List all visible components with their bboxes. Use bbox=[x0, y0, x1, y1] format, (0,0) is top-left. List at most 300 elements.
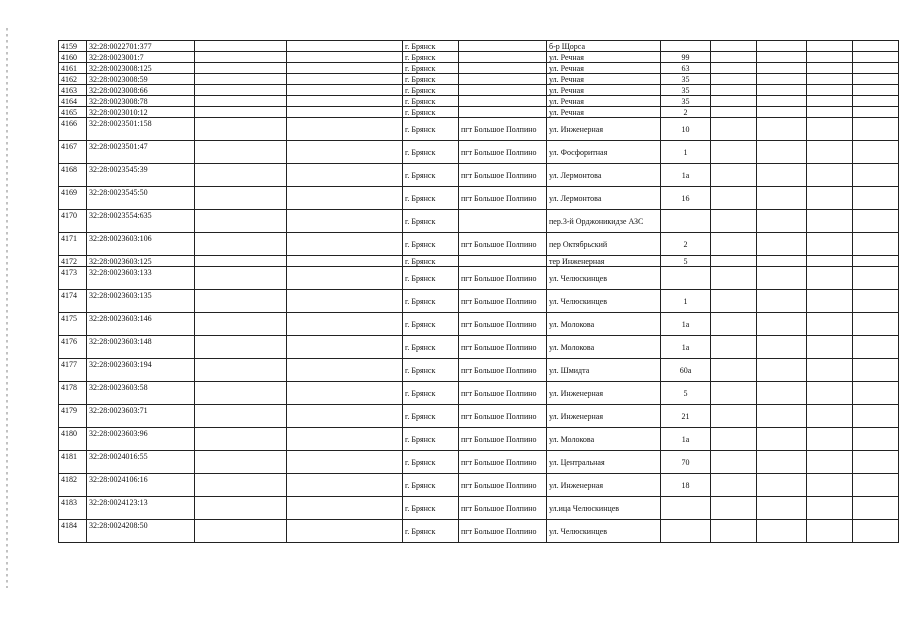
cell-cadastral-number: 32:28:0023008:125 bbox=[87, 63, 195, 74]
cell-settlement: пгт Большое Полпино bbox=[459, 233, 547, 256]
cell-settlement: пгт Большое Полпино bbox=[459, 520, 547, 543]
cell-house-number: 18 bbox=[661, 474, 711, 497]
cell-col-12 bbox=[853, 405, 899, 428]
cell-col-4 bbox=[287, 85, 403, 96]
cell-col-4 bbox=[287, 359, 403, 382]
cell-col-12 bbox=[853, 359, 899, 382]
cell-cadastral-number: 32:28:0024106:16 bbox=[87, 474, 195, 497]
cell-col-4 bbox=[287, 52, 403, 63]
cell-street: ул. Инженерная bbox=[547, 382, 661, 405]
cell-street: ул. Центральная bbox=[547, 451, 661, 474]
cell-col-12 bbox=[853, 187, 899, 210]
cell-city: г. Брянск bbox=[403, 405, 459, 428]
cell-settlement: пгт Большое Полпино bbox=[459, 290, 547, 313]
cell-city: г. Брянск bbox=[403, 382, 459, 405]
cell-col-11 bbox=[807, 336, 853, 359]
cell-row-number: 4179 bbox=[59, 405, 87, 428]
cell-col-12 bbox=[853, 382, 899, 405]
cell-street: ул. Речная bbox=[547, 74, 661, 85]
cell-row-number: 4178 bbox=[59, 382, 87, 405]
cell-col-4 bbox=[287, 428, 403, 451]
cell-col-3 bbox=[195, 497, 287, 520]
cell-settlement bbox=[459, 52, 547, 63]
cell-house-number: 5 bbox=[661, 256, 711, 267]
cell-row-number: 4181 bbox=[59, 451, 87, 474]
cell-col-11 bbox=[807, 451, 853, 474]
cell-col-9 bbox=[711, 256, 757, 267]
cell-col-11 bbox=[807, 118, 853, 141]
cell-settlement: пгт Большое Полпино bbox=[459, 474, 547, 497]
cell-city: г. Брянск bbox=[403, 74, 459, 85]
cell-settlement: пгт Большое Полпино bbox=[459, 497, 547, 520]
cell-cadastral-number: 32:28:0023008:59 bbox=[87, 74, 195, 85]
cell-col-4 bbox=[287, 187, 403, 210]
cell-col-11 bbox=[807, 405, 853, 428]
cell-col-10 bbox=[757, 210, 807, 233]
cell-house-number: 35 bbox=[661, 85, 711, 96]
cell-street: ул. Молокова bbox=[547, 313, 661, 336]
cell-col-9 bbox=[711, 428, 757, 451]
cell-col-4 bbox=[287, 41, 403, 52]
cell-cadastral-number: 32:28:0023603:146 bbox=[87, 313, 195, 336]
cell-row-number: 4160 bbox=[59, 52, 87, 63]
table-row bbox=[59, 52, 899, 63]
cell-city: г. Брянск bbox=[403, 428, 459, 451]
cell-col-3 bbox=[195, 451, 287, 474]
cell-city: г. Брянск bbox=[403, 313, 459, 336]
cell-city: г. Брянск bbox=[403, 451, 459, 474]
cell-col-9 bbox=[711, 382, 757, 405]
cell-settlement bbox=[459, 96, 547, 107]
cell-col-9 bbox=[711, 118, 757, 141]
cell-row-number: 4170 bbox=[59, 210, 87, 233]
cell-col-9 bbox=[711, 520, 757, 543]
cell-house-number bbox=[661, 41, 711, 52]
cell-col-12 bbox=[853, 233, 899, 256]
cell-street: пер Октябрьский bbox=[547, 233, 661, 256]
cell-col-4 bbox=[287, 74, 403, 85]
cell-col-3 bbox=[195, 382, 287, 405]
cell-col-10 bbox=[757, 52, 807, 63]
cell-col-12 bbox=[853, 74, 899, 85]
cell-col-4 bbox=[287, 96, 403, 107]
cell-settlement: пгт Большое Полпино bbox=[459, 336, 547, 359]
cell-house-number: 2 bbox=[661, 107, 711, 118]
cell-house-number: 10 bbox=[661, 118, 711, 141]
cell-house-number bbox=[661, 520, 711, 543]
table-row bbox=[59, 290, 899, 313]
cell-col-4 bbox=[287, 164, 403, 187]
binding-edge-marks bbox=[6, 28, 8, 588]
cell-row-number: 4159 bbox=[59, 41, 87, 52]
cell-row-number: 4165 bbox=[59, 107, 87, 118]
cell-house-number bbox=[661, 267, 711, 290]
table-row bbox=[59, 164, 899, 187]
table-row bbox=[59, 474, 899, 497]
cell-col-3 bbox=[195, 520, 287, 543]
table-row bbox=[59, 267, 899, 290]
cell-col-11 bbox=[807, 141, 853, 164]
cell-street: ул. Инженерная bbox=[547, 474, 661, 497]
cell-col-10 bbox=[757, 63, 807, 74]
cell-street: ул. Речная bbox=[547, 96, 661, 107]
cell-col-10 bbox=[757, 187, 807, 210]
cell-cadastral-number: 32:28:0023603:133 bbox=[87, 267, 195, 290]
cell-cadastral-number: 32:28:0023008:66 bbox=[87, 85, 195, 96]
cell-col-10 bbox=[757, 451, 807, 474]
cell-col-3 bbox=[195, 405, 287, 428]
cell-settlement: пгт Большое Полпино bbox=[459, 267, 547, 290]
cell-col-12 bbox=[853, 474, 899, 497]
cell-col-10 bbox=[757, 96, 807, 107]
cell-city: г. Брянск bbox=[403, 164, 459, 187]
cell-col-11 bbox=[807, 290, 853, 313]
cell-col-10 bbox=[757, 256, 807, 267]
cell-house-number: 99 bbox=[661, 52, 711, 63]
cell-col-3 bbox=[195, 96, 287, 107]
cell-col-11 bbox=[807, 96, 853, 107]
cell-city: г. Брянск bbox=[403, 141, 459, 164]
cell-col-10 bbox=[757, 85, 807, 96]
cell-settlement: пгт Большое Полпино bbox=[459, 141, 547, 164]
cell-street: ул. Шмидта bbox=[547, 359, 661, 382]
cell-settlement bbox=[459, 63, 547, 74]
cell-col-10 bbox=[757, 267, 807, 290]
cell-city: г. Брянск bbox=[403, 96, 459, 107]
cell-street: ул. Лермонтова bbox=[547, 187, 661, 210]
cell-col-4 bbox=[287, 118, 403, 141]
cell-street: ул. Челюскинцев bbox=[547, 520, 661, 543]
cell-col-9 bbox=[711, 336, 757, 359]
cell-col-10 bbox=[757, 520, 807, 543]
cell-col-11 bbox=[807, 107, 853, 118]
cell-settlement: пгт Большое Полпино bbox=[459, 118, 547, 141]
cell-col-3 bbox=[195, 313, 287, 336]
cell-col-3 bbox=[195, 187, 287, 210]
cell-row-number: 4177 bbox=[59, 359, 87, 382]
cell-house-number: 5 bbox=[661, 382, 711, 405]
cell-cadastral-number: 32:28:0023603:148 bbox=[87, 336, 195, 359]
cell-row-number: 4183 bbox=[59, 497, 87, 520]
cell-col-10 bbox=[757, 74, 807, 85]
cell-col-11 bbox=[807, 520, 853, 543]
cell-col-12 bbox=[853, 210, 899, 233]
cell-col-9 bbox=[711, 313, 757, 336]
cell-city: г. Брянск bbox=[403, 267, 459, 290]
cell-cadastral-number: 32:28:0023554:635 bbox=[87, 210, 195, 233]
register-table bbox=[58, 40, 899, 543]
cell-street: ул. Молокова bbox=[547, 428, 661, 451]
table-row bbox=[59, 405, 899, 428]
cell-city: г. Брянск bbox=[403, 233, 459, 256]
cell-house-number: 63 bbox=[661, 63, 711, 74]
cell-col-10 bbox=[757, 428, 807, 451]
cell-city: г. Брянск bbox=[403, 63, 459, 74]
cell-street: тер Инженерная bbox=[547, 256, 661, 267]
cell-col-9 bbox=[711, 63, 757, 74]
cell-col-3 bbox=[195, 118, 287, 141]
cell-city: г. Брянск bbox=[403, 52, 459, 63]
cell-house-number: 1а bbox=[661, 428, 711, 451]
cell-col-12 bbox=[853, 428, 899, 451]
cell-col-9 bbox=[711, 451, 757, 474]
cell-cadastral-number: 32:28:0023001:7 bbox=[87, 52, 195, 63]
cell-city: г. Брянск bbox=[403, 187, 459, 210]
cell-row-number: 4173 bbox=[59, 267, 87, 290]
cell-col-10 bbox=[757, 41, 807, 52]
cell-col-12 bbox=[853, 141, 899, 164]
cell-row-number: 4162 bbox=[59, 74, 87, 85]
cell-city: г. Брянск bbox=[403, 118, 459, 141]
cell-col-9 bbox=[711, 359, 757, 382]
cell-col-10 bbox=[757, 405, 807, 428]
cell-col-4 bbox=[287, 210, 403, 233]
cell-cadastral-number: 32:28:0024123:13 bbox=[87, 497, 195, 520]
cell-col-12 bbox=[853, 451, 899, 474]
cell-col-10 bbox=[757, 290, 807, 313]
cell-col-3 bbox=[195, 41, 287, 52]
cell-cadastral-number: 32:28:0023603:106 bbox=[87, 233, 195, 256]
cell-street: ул. Челюскинцев bbox=[547, 290, 661, 313]
cell-cadastral-number: 32:28:0023603:125 bbox=[87, 256, 195, 267]
cell-street: ул. Фосфоритная bbox=[547, 141, 661, 164]
cell-row-number: 4163 bbox=[59, 85, 87, 96]
cell-col-3 bbox=[195, 141, 287, 164]
cell-row-number: 4176 bbox=[59, 336, 87, 359]
cell-col-4 bbox=[287, 520, 403, 543]
cell-col-4 bbox=[287, 233, 403, 256]
cell-cadastral-number: 32:28:0023603:194 bbox=[87, 359, 195, 382]
cell-col-12 bbox=[853, 63, 899, 74]
register-rows bbox=[59, 41, 899, 543]
cell-house-number: 21 bbox=[661, 405, 711, 428]
cell-col-10 bbox=[757, 107, 807, 118]
cell-cadastral-number: 32:28:0023545:39 bbox=[87, 164, 195, 187]
cell-settlement: пгт Большое Полпино bbox=[459, 451, 547, 474]
cell-city: г. Брянск bbox=[403, 359, 459, 382]
table-row bbox=[59, 107, 899, 118]
cell-col-10 bbox=[757, 164, 807, 187]
table-row bbox=[59, 63, 899, 74]
cell-house-number: 1а bbox=[661, 164, 711, 187]
cell-col-3 bbox=[195, 107, 287, 118]
cell-cadastral-number: 32:28:0023603:135 bbox=[87, 290, 195, 313]
cell-col-4 bbox=[287, 405, 403, 428]
cell-settlement bbox=[459, 256, 547, 267]
cell-row-number: 4174 bbox=[59, 290, 87, 313]
cell-city: г. Брянск bbox=[403, 85, 459, 96]
cell-col-9 bbox=[711, 497, 757, 520]
cell-house-number: 70 bbox=[661, 451, 711, 474]
cell-col-11 bbox=[807, 52, 853, 63]
cell-col-12 bbox=[853, 520, 899, 543]
cell-col-11 bbox=[807, 187, 853, 210]
cell-row-number: 4168 bbox=[59, 164, 87, 187]
table-row bbox=[59, 96, 899, 107]
cell-street: ул. Инженерная bbox=[547, 118, 661, 141]
table-row bbox=[59, 382, 899, 405]
table-row bbox=[59, 210, 899, 233]
table-row bbox=[59, 497, 899, 520]
cell-col-12 bbox=[853, 164, 899, 187]
table-row bbox=[59, 336, 899, 359]
cell-street: ул. Челюскинцев bbox=[547, 267, 661, 290]
cell-col-11 bbox=[807, 256, 853, 267]
cell-col-12 bbox=[853, 96, 899, 107]
cell-settlement: пгт Большое Полпино bbox=[459, 164, 547, 187]
cell-col-10 bbox=[757, 233, 807, 256]
cell-city: г. Брянск bbox=[403, 41, 459, 52]
cell-col-9 bbox=[711, 96, 757, 107]
cell-col-11 bbox=[807, 359, 853, 382]
cell-col-11 bbox=[807, 382, 853, 405]
cell-col-9 bbox=[711, 405, 757, 428]
cell-settlement: пгт Большое Полпино bbox=[459, 313, 547, 336]
cell-city: г. Брянск bbox=[403, 520, 459, 543]
cell-cadastral-number: 32:28:0024208:50 bbox=[87, 520, 195, 543]
cell-col-4 bbox=[287, 336, 403, 359]
cell-settlement bbox=[459, 41, 547, 52]
cell-col-9 bbox=[711, 267, 757, 290]
cell-col-3 bbox=[195, 52, 287, 63]
cell-col-10 bbox=[757, 497, 807, 520]
cell-col-11 bbox=[807, 474, 853, 497]
cell-col-9 bbox=[711, 210, 757, 233]
cell-col-9 bbox=[711, 474, 757, 497]
cell-col-9 bbox=[711, 187, 757, 210]
cell-col-4 bbox=[287, 451, 403, 474]
cell-row-number: 4161 bbox=[59, 63, 87, 74]
cell-col-11 bbox=[807, 164, 853, 187]
cell-col-9 bbox=[711, 290, 757, 313]
cell-col-9 bbox=[711, 107, 757, 118]
cell-col-9 bbox=[711, 74, 757, 85]
cell-col-11 bbox=[807, 74, 853, 85]
cell-col-3 bbox=[195, 74, 287, 85]
cell-street: пер.3-й Орджоникидзе АЗС bbox=[547, 210, 661, 233]
cell-house-number: 35 bbox=[661, 96, 711, 107]
cell-col-4 bbox=[287, 267, 403, 290]
cell-col-10 bbox=[757, 313, 807, 336]
cell-settlement bbox=[459, 210, 547, 233]
cell-col-11 bbox=[807, 85, 853, 96]
cell-col-3 bbox=[195, 428, 287, 451]
cell-settlement: пгт Большое Полпино bbox=[459, 428, 547, 451]
cell-street: б-р Щорса bbox=[547, 41, 661, 52]
cell-col-11 bbox=[807, 267, 853, 290]
cell-city: г. Брянск bbox=[403, 497, 459, 520]
table-row bbox=[59, 141, 899, 164]
cell-col-12 bbox=[853, 497, 899, 520]
cell-cadastral-number: 32:28:0023603:58 bbox=[87, 382, 195, 405]
cell-row-number: 4172 bbox=[59, 256, 87, 267]
cell-col-10 bbox=[757, 474, 807, 497]
cell-col-4 bbox=[287, 313, 403, 336]
cell-col-3 bbox=[195, 164, 287, 187]
cell-col-3 bbox=[195, 267, 287, 290]
cell-col-4 bbox=[287, 107, 403, 118]
cell-col-3 bbox=[195, 359, 287, 382]
cell-col-3 bbox=[195, 63, 287, 74]
cell-house-number: 2 bbox=[661, 233, 711, 256]
cell-street: ул. Речная bbox=[547, 107, 661, 118]
cell-house-number: 1 bbox=[661, 290, 711, 313]
cell-col-3 bbox=[195, 210, 287, 233]
cell-col-4 bbox=[287, 290, 403, 313]
cell-col-4 bbox=[287, 382, 403, 405]
cell-col-3 bbox=[195, 233, 287, 256]
cell-col-10 bbox=[757, 359, 807, 382]
cell-col-10 bbox=[757, 336, 807, 359]
cell-settlement bbox=[459, 107, 547, 118]
cell-cadastral-number: 32:28:0023010:12 bbox=[87, 107, 195, 118]
cell-street: ул. Молокова bbox=[547, 336, 661, 359]
cell-settlement: пгт Большое Полпино bbox=[459, 405, 547, 428]
cell-city: г. Брянск bbox=[403, 256, 459, 267]
table-row bbox=[59, 520, 899, 543]
table-row bbox=[59, 428, 899, 451]
cell-cadastral-number: 32:28:0023008:78 bbox=[87, 96, 195, 107]
cell-col-12 bbox=[853, 118, 899, 141]
cell-house-number: 1 bbox=[661, 141, 711, 164]
cell-col-12 bbox=[853, 267, 899, 290]
cell-col-3 bbox=[195, 336, 287, 359]
cell-col-12 bbox=[853, 85, 899, 96]
cell-house-number: 1а bbox=[661, 336, 711, 359]
cell-row-number: 4166 bbox=[59, 118, 87, 141]
cell-cadastral-number: 32:28:0023603:96 bbox=[87, 428, 195, 451]
cell-street: ул. Речная bbox=[547, 63, 661, 74]
cell-col-12 bbox=[853, 290, 899, 313]
cell-house-number bbox=[661, 210, 711, 233]
table-row bbox=[59, 313, 899, 336]
cell-city: г. Брянск bbox=[403, 336, 459, 359]
cell-cadastral-number: 32:28:0024016:55 bbox=[87, 451, 195, 474]
cell-col-11 bbox=[807, 63, 853, 74]
cell-col-12 bbox=[853, 107, 899, 118]
cell-settlement bbox=[459, 85, 547, 96]
cell-col-11 bbox=[807, 313, 853, 336]
cell-col-12 bbox=[853, 336, 899, 359]
cell-city: г. Брянск bbox=[403, 107, 459, 118]
cell-street: ул.ица Челюскинцев bbox=[547, 497, 661, 520]
cell-col-9 bbox=[711, 164, 757, 187]
cell-row-number: 4164 bbox=[59, 96, 87, 107]
cell-col-4 bbox=[287, 497, 403, 520]
cell-col-9 bbox=[711, 52, 757, 63]
cell-row-number: 4171 bbox=[59, 233, 87, 256]
cell-col-12 bbox=[853, 256, 899, 267]
cell-col-4 bbox=[287, 141, 403, 164]
cell-col-10 bbox=[757, 382, 807, 405]
cell-row-number: 4180 bbox=[59, 428, 87, 451]
cell-settlement: пгт Большое Полпино bbox=[459, 359, 547, 382]
table-row bbox=[59, 451, 899, 474]
cell-col-11 bbox=[807, 428, 853, 451]
cell-row-number: 4167 bbox=[59, 141, 87, 164]
cell-house-number: 16 bbox=[661, 187, 711, 210]
cell-street: ул. Речная bbox=[547, 85, 661, 96]
table-row bbox=[59, 74, 899, 85]
cell-col-3 bbox=[195, 474, 287, 497]
table-row bbox=[59, 118, 899, 141]
cell-house-number: 1а bbox=[661, 313, 711, 336]
cell-col-10 bbox=[757, 118, 807, 141]
cell-cadastral-number: 32:28:0023545:50 bbox=[87, 187, 195, 210]
cell-row-number: 4175 bbox=[59, 313, 87, 336]
cell-city: г. Брянск bbox=[403, 290, 459, 313]
table-row bbox=[59, 256, 899, 267]
